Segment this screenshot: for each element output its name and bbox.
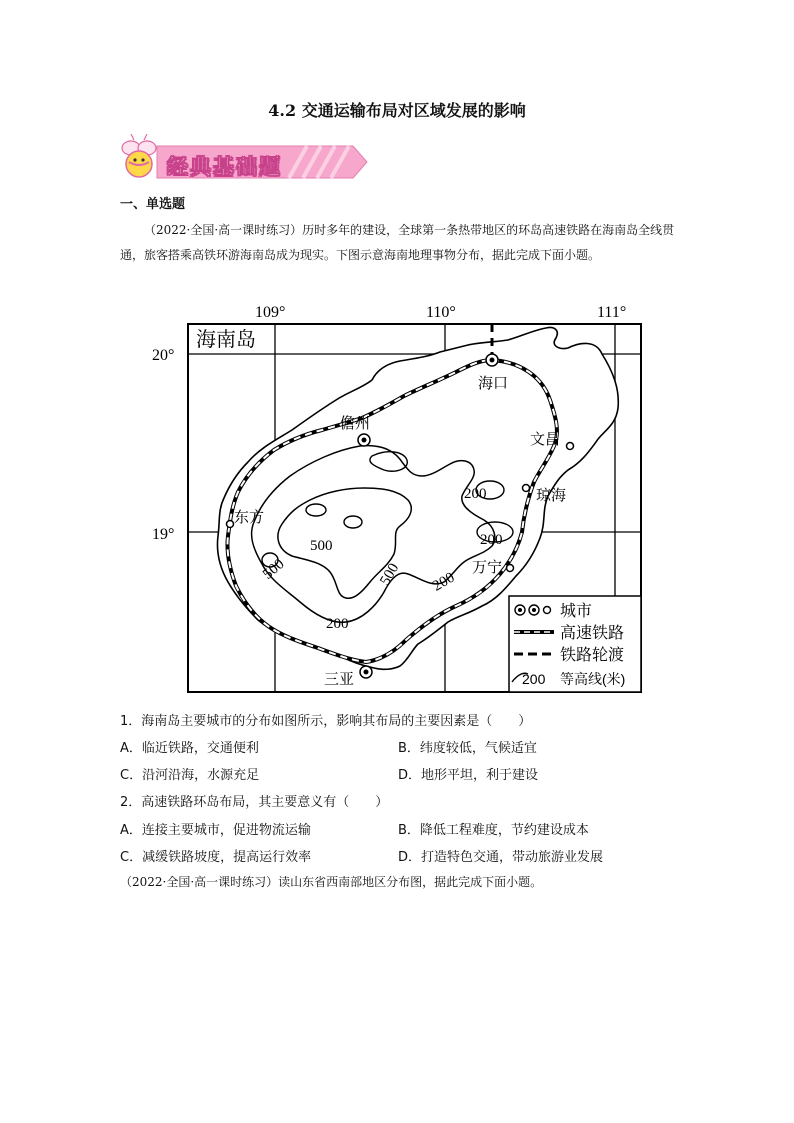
legend-label: 城市 — [560, 603, 593, 620]
q1-option-d[interactable]: D．地形平坦，利于建设 — [398, 768, 539, 783]
contour-label: 200 — [480, 532, 503, 548]
contour-label: 200 — [326, 616, 349, 632]
legend-label: 铁路轮渡 — [560, 647, 625, 664]
city-marker — [360, 666, 372, 678]
contour-label: 500 — [377, 560, 403, 589]
q2-option-a[interactable]: A．连接主要城市，促进物流运输 — [120, 823, 311, 838]
lat-label: 19° — [152, 526, 175, 543]
q2-option-b[interactable]: B．降低工程难度，节约建设成本 — [398, 823, 589, 838]
lon-label: 109° — [255, 304, 286, 321]
intro-text: （2022·全国·高一课时练习）历时多年的建设，全球第一条热带地区的环岛高速铁路在海南岛全线贯通，旅客搭乘高铁环游海南岛成为现实。下图示意海南地理事物分布，据此完成下面小题。 — [120, 223, 675, 262]
city-label: 东方 — [234, 509, 265, 526]
q1-option-c[interactable]: C．沿河沿海，水源充足 — [120, 768, 260, 783]
map-title: 海南岛 — [196, 329, 256, 351]
city-label: 文昌 — [530, 431, 561, 448]
lon-label: 111° — [597, 304, 627, 321]
contour-label: 500 — [310, 538, 333, 554]
q2-option-d[interactable]: D．打造特色交通，带动旅游业发展 — [398, 850, 604, 865]
intro-paragraph — [120, 218, 680, 268]
contour-label: 200 — [464, 486, 487, 502]
city-label: 琼海 — [536, 487, 567, 504]
q2-option-c[interactable]: C．减缓铁路坡度，提高运行效率 — [120, 850, 312, 865]
page-title: 4.2 交通运输布局对区域发展的影响 — [268, 101, 526, 120]
contour-label: 500 — [260, 556, 288, 583]
city-marker — [486, 354, 498, 366]
lat-label: 20° — [152, 347, 175, 364]
legend-label: 200 — [522, 671, 546, 687]
section-banner — [117, 134, 373, 190]
legend-city-icon — [515, 605, 551, 615]
question-2-stem: 2．高速铁路环岛布局，其主要意义有（ ） — [120, 795, 389, 810]
q1-option-b[interactable]: B．纬度较低，气候适宜 — [398, 741, 537, 756]
city-marker — [358, 434, 370, 446]
city-label: 儋州 — [340, 415, 371, 432]
section-heading: 一、单选题 — [120, 197, 186, 212]
legend-label: 等高线(米) — [560, 671, 626, 687]
legend-label: 高速铁路 — [560, 625, 625, 642]
map-legend — [509, 596, 641, 692]
city-label: 万宁 — [472, 559, 503, 576]
contour-label: 200 — [430, 569, 458, 595]
lon-label: 110° — [426, 304, 456, 321]
city-label: 三亚 — [324, 671, 355, 688]
question-1-stem: 1．海南岛主要城市的分布如图所示，影响其布局的主要因素是（ ） — [120, 714, 532, 729]
city-marker — [227, 521, 234, 528]
city-marker — [523, 485, 530, 492]
city-label: 海口 — [478, 375, 509, 392]
bee-icon — [122, 134, 156, 177]
q1-option-a[interactable]: A．临近铁路，交通便利 — [120, 741, 259, 756]
city-marker — [567, 443, 574, 450]
next-question-intro: （2022·全国·高一课时练习）读山东省西南部地区分布图，据此完成下面小题。 — [120, 875, 543, 889]
hainan-map — [150, 300, 650, 700]
banner-label: 经典基础题 — [167, 155, 282, 179]
city-marker — [507, 565, 514, 572]
